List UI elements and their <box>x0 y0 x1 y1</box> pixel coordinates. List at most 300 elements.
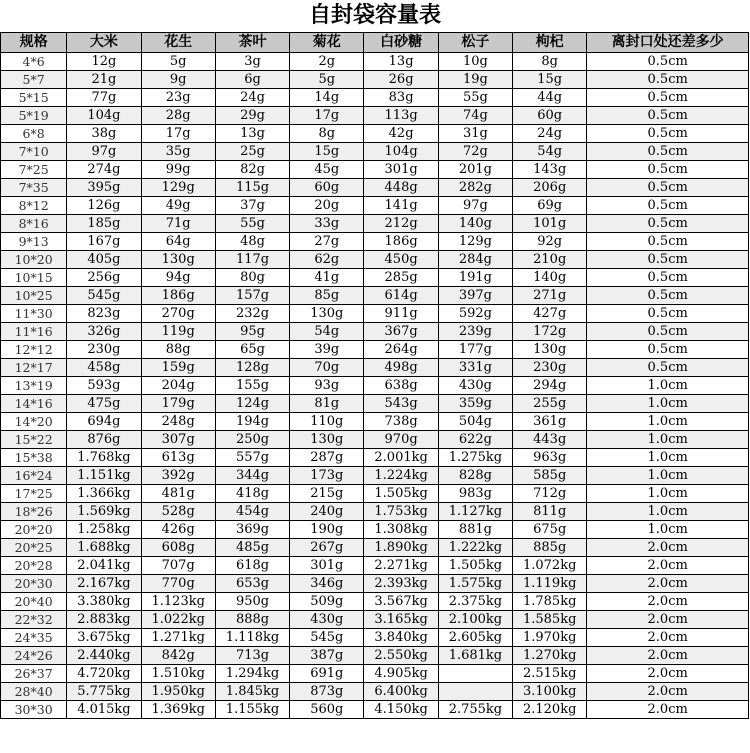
peanut-cell: 1.510kg <box>141 665 215 683</box>
sugar-cell: 614g <box>364 287 438 305</box>
rice-cell: 5.775kg <box>67 683 141 701</box>
sugar-cell: 212g <box>364 215 438 233</box>
rice-cell: 545g <box>67 287 141 305</box>
sugar-cell: 1.308kg <box>364 521 438 539</box>
tea-cell: 1.845kg <box>215 683 289 701</box>
seal-gap-cell: 1.0cm <box>587 413 749 431</box>
peanut-cell: 1.369kg <box>141 701 215 719</box>
pine-nut-cell: 2.375kg <box>438 593 512 611</box>
tea-cell: 48g <box>215 233 289 251</box>
rice-cell: 97g <box>67 143 141 161</box>
spec-cell: 7*10 <box>1 143 67 161</box>
table-row <box>1 557 749 575</box>
peanut-cell: 608g <box>141 539 215 557</box>
sugar-cell: 13g <box>364 53 438 71</box>
seal-gap-cell: 2.0cm <box>587 593 749 611</box>
goji-cell: 294g <box>513 377 587 395</box>
spec-cell: 11*30 <box>1 305 67 323</box>
seal-gap-cell: 1.0cm <box>587 395 749 413</box>
rice-cell: 4.720kg <box>67 665 141 683</box>
tea-cell: 6g <box>215 71 289 89</box>
peanut-cell: 159g <box>141 359 215 377</box>
rice-cell: 4.015kg <box>67 701 141 719</box>
peanut-cell: 528g <box>141 503 215 521</box>
peanut-cell: 707g <box>141 557 215 575</box>
peanut-cell: 1.022kg <box>141 611 215 629</box>
header-chrysanthemum: 菊花 <box>290 33 364 53</box>
spec-cell: 6*8 <box>1 125 67 143</box>
peanut-cell: 28g <box>141 107 215 125</box>
spec-cell: 17*25 <box>1 485 67 503</box>
tea-cell: 485g <box>215 539 289 557</box>
peanut-cell: 5g <box>141 53 215 71</box>
rice-cell: 3.380kg <box>67 593 141 611</box>
peanut-cell: 1.950kg <box>141 683 215 701</box>
chrysanthemum-cell: 287g <box>290 449 364 467</box>
goji-cell: 210g <box>513 251 587 269</box>
spec-cell: 16*24 <box>1 467 67 485</box>
spec-cell: 9*13 <box>1 233 67 251</box>
table-row <box>1 323 749 341</box>
seal-gap-cell: 1.0cm <box>587 431 749 449</box>
table-row <box>1 143 749 161</box>
sugar-cell: 911g <box>364 305 438 323</box>
goji-cell: 101g <box>513 215 587 233</box>
peanut-cell: 186g <box>141 287 215 305</box>
chrysanthemum-cell: 873g <box>290 683 364 701</box>
tea-cell: 888g <box>215 611 289 629</box>
sugar-cell: 543g <box>364 395 438 413</box>
rice-cell: 475g <box>67 395 141 413</box>
header-sugar: 白砂糖 <box>364 33 438 53</box>
rice-cell: 593g <box>67 377 141 395</box>
goji-cell: 271g <box>513 287 587 305</box>
peanut-cell: 130g <box>141 251 215 269</box>
peanut-cell: 35g <box>141 143 215 161</box>
seal-gap-cell: 0.5cm <box>587 89 749 107</box>
seal-gap-cell: 2.0cm <box>587 575 749 593</box>
spec-cell: 7*25 <box>1 161 67 179</box>
pine-nut-cell: 331g <box>438 359 512 377</box>
chrysanthemum-cell: 20g <box>290 197 364 215</box>
chrysanthemum-cell: 14g <box>290 89 364 107</box>
sugar-cell: 4.150kg <box>364 701 438 719</box>
seal-gap-cell: 0.5cm <box>587 359 749 377</box>
pine-nut-cell: 622g <box>438 431 512 449</box>
chrysanthemum-cell: 190g <box>290 521 364 539</box>
tea-cell: 155g <box>215 377 289 395</box>
table-row <box>1 647 749 665</box>
tea-cell: 115g <box>215 179 289 197</box>
seal-gap-cell: 0.5cm <box>587 251 749 269</box>
rice-cell: 2.167kg <box>67 575 141 593</box>
peanut-cell: 9g <box>141 71 215 89</box>
spec-cell: 8*16 <box>1 215 67 233</box>
chrysanthemum-cell: 15g <box>290 143 364 161</box>
spec-cell: 20*30 <box>1 575 67 593</box>
seal-gap-cell: 0.5cm <box>587 71 749 89</box>
header-spec: 规格 <box>1 33 67 53</box>
pine-nut-cell: 72g <box>438 143 512 161</box>
peanut-cell: 119g <box>141 323 215 341</box>
chrysanthemum-cell: 8g <box>290 125 364 143</box>
tea-cell: 1.294kg <box>215 665 289 683</box>
tea-cell: 713g <box>215 647 289 665</box>
tea-cell: 1.155kg <box>215 701 289 719</box>
goji-cell: 44g <box>513 89 587 107</box>
seal-gap-cell: 1.0cm <box>587 449 749 467</box>
tea-cell: 557g <box>215 449 289 467</box>
goji-cell: 255g <box>513 395 587 413</box>
table-row <box>1 341 749 359</box>
table-row <box>1 125 749 143</box>
peanut-cell: 204g <box>141 377 215 395</box>
pine-nut-cell: 282g <box>438 179 512 197</box>
tea-cell: 3g <box>215 53 289 71</box>
pine-nut-cell: 983g <box>438 485 512 503</box>
rice-cell: 274g <box>67 161 141 179</box>
table-row <box>1 269 749 287</box>
spec-cell: 13*19 <box>1 377 67 395</box>
chrysanthemum-cell: 130g <box>290 305 364 323</box>
spec-cell: 7*35 <box>1 179 67 197</box>
spec-cell: 14*16 <box>1 395 67 413</box>
chrysanthemum-cell: 387g <box>290 647 364 665</box>
peanut-cell: 129g <box>141 179 215 197</box>
goji-cell: 1.785kg <box>513 593 587 611</box>
rice-cell: 1.258kg <box>67 521 141 539</box>
rice-cell: 185g <box>67 215 141 233</box>
spec-cell: 5*19 <box>1 107 67 125</box>
chrysanthemum-cell: 2g <box>290 53 364 71</box>
tea-cell: 80g <box>215 269 289 287</box>
table-row <box>1 701 749 719</box>
sugar-cell: 83g <box>364 89 438 107</box>
peanut-cell: 1.271kg <box>141 629 215 647</box>
chrysanthemum-cell: 5g <box>290 71 364 89</box>
pine-nut-cell: 881g <box>438 521 512 539</box>
spec-cell: 5*15 <box>1 89 67 107</box>
pine-nut-cell: 592g <box>438 305 512 323</box>
table-row <box>1 665 749 683</box>
peanut-cell: 179g <box>141 395 215 413</box>
pine-nut-cell: 1.127kg <box>438 503 512 521</box>
seal-gap-cell: 0.5cm <box>587 233 749 251</box>
table-row <box>1 485 749 503</box>
rice-cell: 167g <box>67 233 141 251</box>
seal-gap-cell: 2.0cm <box>587 683 749 701</box>
sugar-cell: 738g <box>364 413 438 431</box>
header-pine-nut: 松子 <box>438 33 512 53</box>
spec-cell: 18*26 <box>1 503 67 521</box>
chrysanthemum-cell: 267g <box>290 539 364 557</box>
tea-cell: 37g <box>215 197 289 215</box>
header-goji: 枸杞 <box>513 33 587 53</box>
tea-cell: 369g <box>215 521 289 539</box>
table-row <box>1 449 749 467</box>
rice-cell: 326g <box>67 323 141 341</box>
pine-nut-cell: 177g <box>438 341 512 359</box>
table-row <box>1 575 749 593</box>
sugar-cell: 3.567kg <box>364 593 438 611</box>
chrysanthemum-cell: 17g <box>290 107 364 125</box>
tea-cell: 117g <box>215 251 289 269</box>
seal-gap-cell: 2.0cm <box>587 539 749 557</box>
rice-cell: 405g <box>67 251 141 269</box>
page-title: 自封袋容量表 <box>308 3 441 28</box>
peanut-cell: 1.123kg <box>141 593 215 611</box>
sugar-cell: 42g <box>364 125 438 143</box>
seal-gap-cell: 0.5cm <box>587 125 749 143</box>
table-row <box>1 629 749 647</box>
tea-cell: 128g <box>215 359 289 377</box>
rice-cell: 256g <box>67 269 141 287</box>
pine-nut-cell: 74g <box>438 107 512 125</box>
table-row <box>1 593 749 611</box>
pine-nut-cell: 1.275kg <box>438 449 512 467</box>
pine-nut-cell: 504g <box>438 413 512 431</box>
pine-nut-cell: 2.100kg <box>438 611 512 629</box>
seal-gap-cell: 0.5cm <box>587 215 749 233</box>
spec-cell: 22*32 <box>1 611 67 629</box>
sugar-cell: 367g <box>364 323 438 341</box>
spec-cell: 28*40 <box>1 683 67 701</box>
seal-gap-cell: 1.0cm <box>587 521 749 539</box>
chrysanthemum-cell: 39g <box>290 341 364 359</box>
peanut-cell: 770g <box>141 575 215 593</box>
peanut-cell: 99g <box>141 161 215 179</box>
capacity-table <box>0 32 749 719</box>
seal-gap-cell: 0.5cm <box>587 323 749 341</box>
rice-cell: 38g <box>67 125 141 143</box>
chrysanthemum-cell: 560g <box>290 701 364 719</box>
peanut-cell: 248g <box>141 413 215 431</box>
goji-cell: 1.970kg <box>513 629 587 647</box>
table-row <box>1 251 749 269</box>
sugar-cell: 264g <box>364 341 438 359</box>
tea-cell: 24g <box>215 89 289 107</box>
chrysanthemum-cell: 130g <box>290 431 364 449</box>
table-row <box>1 377 749 395</box>
pine-nut-cell: 97g <box>438 197 512 215</box>
sugar-cell: 301g <box>364 161 438 179</box>
goji-cell: 811g <box>513 503 587 521</box>
pine-nut-cell: 1.575kg <box>438 575 512 593</box>
table-row <box>1 233 749 251</box>
spec-cell: 14*20 <box>1 413 67 431</box>
seal-gap-cell: 2.0cm <box>587 557 749 575</box>
table-row <box>1 215 749 233</box>
goji-cell: 24g <box>513 125 587 143</box>
goji-cell: 885g <box>513 539 587 557</box>
rice-cell: 876g <box>67 431 141 449</box>
peanut-cell: 88g <box>141 341 215 359</box>
chrysanthemum-cell: 173g <box>290 467 364 485</box>
seal-gap-cell: 2.0cm <box>587 629 749 647</box>
rice-cell: 395g <box>67 179 141 197</box>
chrysanthemum-cell: 70g <box>290 359 364 377</box>
peanut-cell: 64g <box>141 233 215 251</box>
pine-nut-cell <box>438 683 512 701</box>
peanut-cell: 842g <box>141 647 215 665</box>
pine-nut-cell: 55g <box>438 89 512 107</box>
rice-cell: 1.768kg <box>67 449 141 467</box>
pine-nut-cell: 1.681kg <box>438 647 512 665</box>
goji-cell: 172g <box>513 323 587 341</box>
rice-cell: 823g <box>67 305 141 323</box>
pine-nut-cell: 239g <box>438 323 512 341</box>
spec-cell: 12*12 <box>1 341 67 359</box>
tea-cell: 194g <box>215 413 289 431</box>
sugar-cell: 26g <box>364 71 438 89</box>
chrysanthemum-cell: 240g <box>290 503 364 521</box>
sugar-cell: 1.505kg <box>364 485 438 503</box>
table-row <box>1 197 749 215</box>
seal-gap-cell: 0.5cm <box>587 161 749 179</box>
rice-cell: 21g <box>67 71 141 89</box>
tea-cell: 950g <box>215 593 289 611</box>
chrysanthemum-cell: 691g <box>290 665 364 683</box>
sugar-cell: 285g <box>364 269 438 287</box>
goji-cell: 15g <box>513 71 587 89</box>
spec-cell: 26*37 <box>1 665 67 683</box>
chrysanthemum-cell: 93g <box>290 377 364 395</box>
goji-cell: 206g <box>513 179 587 197</box>
spec-cell: 15*38 <box>1 449 67 467</box>
sugar-cell: 6.400kg <box>364 683 438 701</box>
spec-cell: 4*6 <box>1 53 67 71</box>
rice-cell: 2.440kg <box>67 647 141 665</box>
chrysanthemum-cell: 110g <box>290 413 364 431</box>
sugar-cell: 638g <box>364 377 438 395</box>
rice-cell: 1.366kg <box>67 485 141 503</box>
goji-cell: 675g <box>513 521 587 539</box>
peanut-cell: 307g <box>141 431 215 449</box>
goji-cell: 427g <box>513 305 587 323</box>
goji-cell: 143g <box>513 161 587 179</box>
seal-gap-cell: 2.0cm <box>587 647 749 665</box>
table-row <box>1 503 749 521</box>
header-rice: 大米 <box>67 33 141 53</box>
chrysanthemum-cell: 62g <box>290 251 364 269</box>
pine-nut-cell: 359g <box>438 395 512 413</box>
table-row <box>1 611 749 629</box>
spec-cell: 10*20 <box>1 251 67 269</box>
seal-gap-cell: 1.0cm <box>587 377 749 395</box>
sugar-cell: 1.890kg <box>364 539 438 557</box>
sugar-cell: 4.905kg <box>364 665 438 683</box>
seal-gap-cell: 2.0cm <box>587 665 749 683</box>
tea-cell: 250g <box>215 431 289 449</box>
rice-cell: 12g <box>67 53 141 71</box>
rice-cell: 2.041kg <box>67 557 141 575</box>
pine-nut-cell <box>438 665 512 683</box>
spec-cell: 30*30 <box>1 701 67 719</box>
seal-gap-cell: 0.5cm <box>587 305 749 323</box>
sugar-cell: 3.840kg <box>364 629 438 647</box>
goji-cell: 1.072kg <box>513 557 587 575</box>
tea-cell: 65g <box>215 341 289 359</box>
table-row <box>1 395 749 413</box>
seal-gap-cell: 2.0cm <box>587 611 749 629</box>
sugar-cell: 2.550kg <box>364 647 438 665</box>
sugar-cell: 3.165kg <box>364 611 438 629</box>
header-seal-gap: 离封口处还差多少 <box>587 33 749 53</box>
header-tea: 茶叶 <box>215 33 289 53</box>
tea-cell: 454g <box>215 503 289 521</box>
goji-cell: 230g <box>513 359 587 377</box>
pine-nut-cell: 191g <box>438 269 512 287</box>
chrysanthemum-cell: 41g <box>290 269 364 287</box>
pine-nut-cell: 1.222kg <box>438 539 512 557</box>
table-row <box>1 521 749 539</box>
peanut-cell: 49g <box>141 197 215 215</box>
pine-nut-cell: 397g <box>438 287 512 305</box>
header-peanut: 花生 <box>141 33 215 53</box>
spec-cell: 8*12 <box>1 197 67 215</box>
pine-nut-cell: 828g <box>438 467 512 485</box>
sugar-cell: 141g <box>364 197 438 215</box>
spec-cell: 20*25 <box>1 539 67 557</box>
peanut-cell: 71g <box>141 215 215 233</box>
tea-cell: 13g <box>215 125 289 143</box>
table-row <box>1 161 749 179</box>
peanut-cell: 481g <box>141 485 215 503</box>
pine-nut-cell: 10g <box>438 53 512 71</box>
pine-nut-cell: 284g <box>438 251 512 269</box>
pine-nut-cell: 31g <box>438 125 512 143</box>
pine-nut-cell: 1.505kg <box>438 557 512 575</box>
seal-gap-cell: 0.5cm <box>587 197 749 215</box>
rice-cell: 2.883kg <box>67 611 141 629</box>
table-row <box>1 107 749 125</box>
spec-cell: 20*20 <box>1 521 67 539</box>
spec-cell: 10*25 <box>1 287 67 305</box>
peanut-cell: 17g <box>141 125 215 143</box>
table-row <box>1 539 749 557</box>
spec-cell: 5*7 <box>1 71 67 89</box>
table-row <box>1 179 749 197</box>
chrysanthemum-cell: 509g <box>290 593 364 611</box>
tea-cell: 344g <box>215 467 289 485</box>
chrysanthemum-cell: 33g <box>290 215 364 233</box>
seal-gap-cell: 0.5cm <box>587 179 749 197</box>
goji-cell: 92g <box>513 233 587 251</box>
table-row <box>1 359 749 377</box>
table-row <box>1 287 749 305</box>
spec-cell: 24*26 <box>1 647 67 665</box>
pine-nut-cell: 2.755kg <box>438 701 512 719</box>
goji-cell: 8g <box>513 53 587 71</box>
tea-cell: 232g <box>215 305 289 323</box>
goji-cell: 712g <box>513 485 587 503</box>
seal-gap-cell: 1.0cm <box>587 485 749 503</box>
spec-cell: 20*40 <box>1 593 67 611</box>
tea-cell: 29g <box>215 107 289 125</box>
seal-gap-cell: 1.0cm <box>587 467 749 485</box>
peanut-cell: 23g <box>141 89 215 107</box>
sugar-cell: 450g <box>364 251 438 269</box>
table-row <box>1 71 749 89</box>
spec-cell: 11*16 <box>1 323 67 341</box>
table-header-row <box>1 33 749 53</box>
tea-cell: 157g <box>215 287 289 305</box>
rice-cell: 104g <box>67 107 141 125</box>
goji-cell: 361g <box>513 413 587 431</box>
tea-cell: 653g <box>215 575 289 593</box>
rice-cell: 1.151kg <box>67 467 141 485</box>
goji-cell: 69g <box>513 197 587 215</box>
